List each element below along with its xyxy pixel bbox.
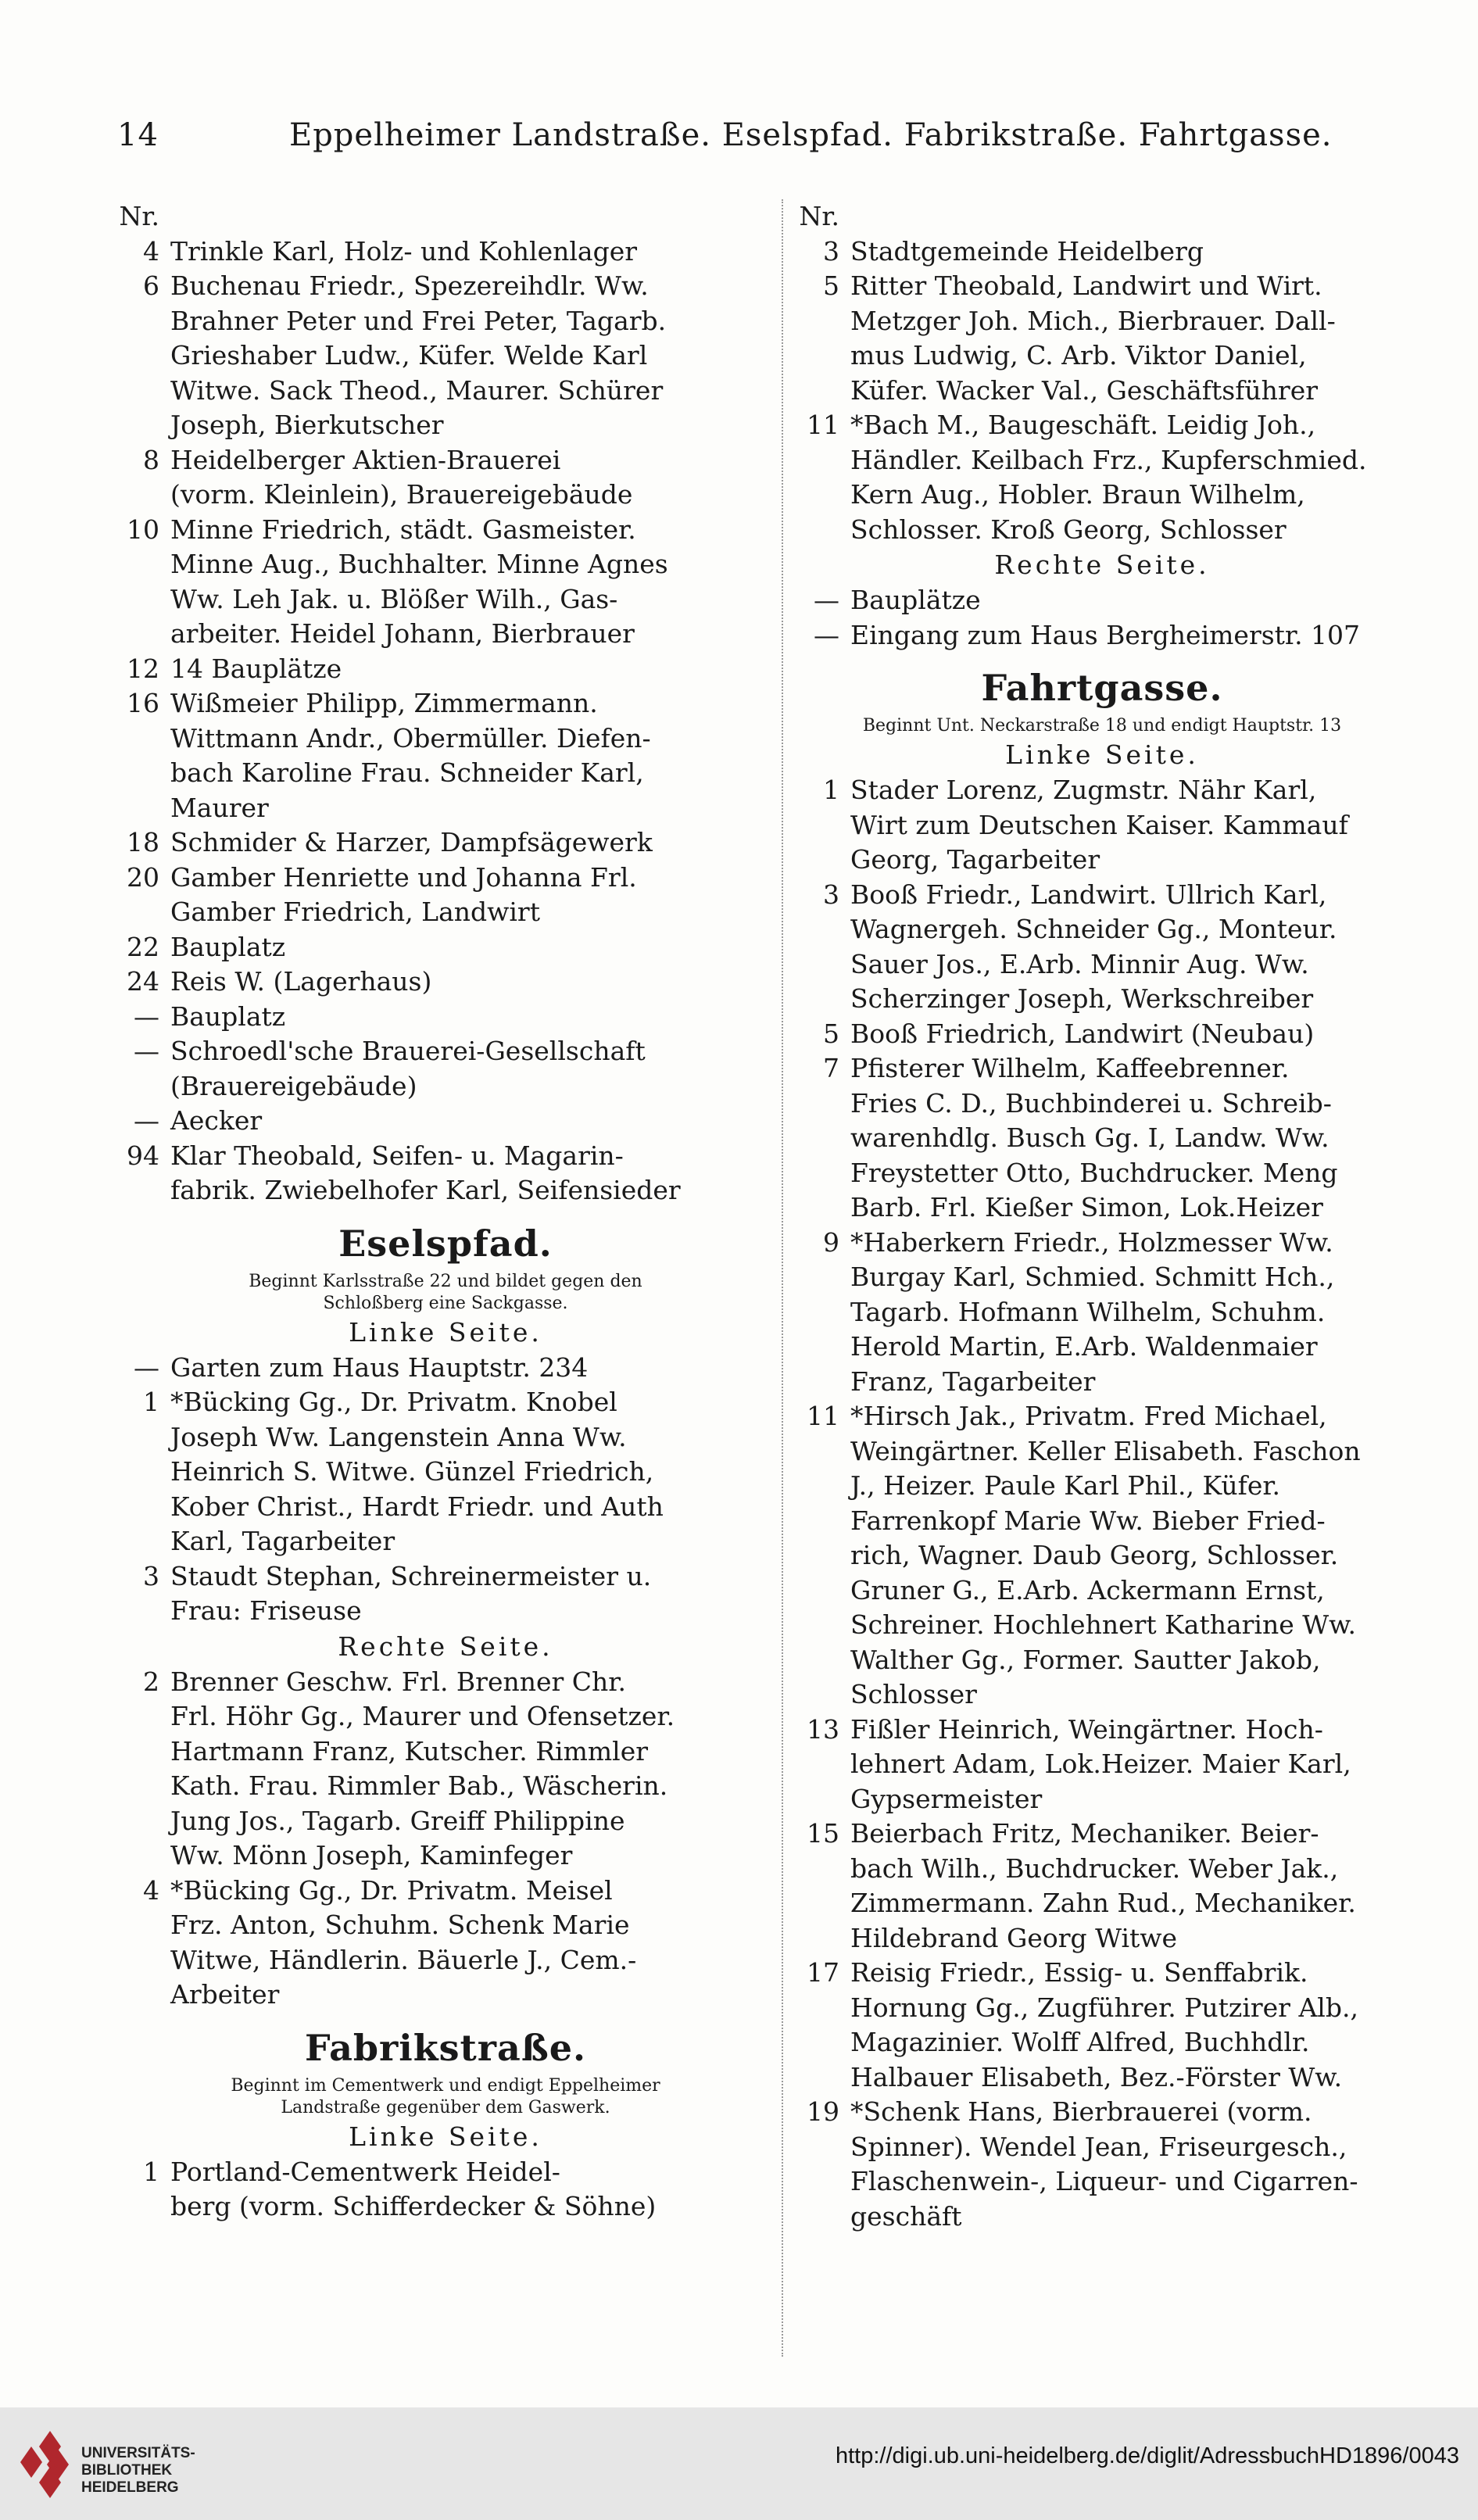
house-number: — <box>134 1000 159 1032</box>
entry-text: Frl. Höhr Gg., Maurer und Ofensetzer. <box>170 1701 675 1731</box>
directory-entry-line <box>782 304 1423 339</box>
library-name-line: HEIDELBERG <box>81 2479 179 2496</box>
entry-text: Burgay Karl, Schmied. Schmitt Hch., <box>850 1262 1335 1292</box>
directory-entry-line <box>782 1956 1423 1991</box>
directory-entry-line <box>102 269 789 304</box>
directory-entry-line <box>782 1156 1423 1191</box>
entry-text: 14 Bauplätze <box>170 653 342 684</box>
entry-text: Portland-Cementwerk Heidel- <box>170 2156 560 2187</box>
house-number: 5 <box>823 1018 839 1049</box>
entry-text: Witwe. Sack Theod., Maurer. Schürer <box>170 374 664 406</box>
directory-entry-line <box>782 1469 1423 1504</box>
directory-entry-line <box>102 617 789 652</box>
directory-entry-line <box>102 756 789 791</box>
house-number: 5 <box>823 270 839 301</box>
directory-entry-line <box>782 269 1423 304</box>
entry-text: Fries C. D., Buchbinderei u. Schreib- <box>850 1087 1332 1119</box>
directory-entry-line <box>782 199 1423 234</box>
directory-entry-line <box>102 1734 789 1770</box>
entry-text: Karl, Tagarbeiter <box>170 1526 395 1556</box>
directory-entry-line <box>782 982 1423 1017</box>
entry-text: bach Karoline Frau. Schneider Karl, <box>170 757 644 788</box>
entry-text: Gamber Henriette und Johanna Frl. <box>170 861 637 893</box>
entry-text: rich, Wagner. Daub Georg, Schlosser. <box>850 1540 1339 1570</box>
directory-entry-line <box>782 1886 1423 1921</box>
entry-text: *Hirsch Jak., Privatm. Fred Michael, <box>850 1401 1327 1431</box>
directory-entry-line <box>782 1121 1423 1156</box>
directory-entry-line <box>102 1559 789 1595</box>
directory-entry-line <box>102 513 789 548</box>
entry-text: Schroedl'sche Brauerei-Gesellschaft <box>170 1036 646 1066</box>
house-number: 9 <box>823 1226 839 1258</box>
directory-entry-line <box>782 1017 1423 1052</box>
entry-text: Bauplätze <box>850 585 981 615</box>
house-number: 15 <box>807 1818 839 1849</box>
house-number: 20 <box>127 861 159 893</box>
entry-text: Frz. Anton, Schuhm. Schenk Marie <box>170 1910 630 1940</box>
directory-entry-line <box>102 861 789 896</box>
library-logo[interactable] <box>16 2431 219 2498</box>
street-side-label: Linke Seite. <box>349 2121 542 2152</box>
directory-entry-line <box>782 1399 1423 1434</box>
directory-entry-line <box>782 374 1423 409</box>
house-number: 18 <box>127 827 159 857</box>
directory-entry-line <box>782 1991 1423 2026</box>
entry-text: Arbeiter <box>170 1979 280 2010</box>
entry-text: Walther Gg., Former. Sautter Jakob, <box>850 1644 1321 1675</box>
entry-text: Händler. Keilbach Frz., Kupferschmied. <box>850 444 1367 475</box>
directory-entry-line <box>782 2025 1423 2060</box>
directory-entry-line <box>102 443 789 478</box>
house-number: 3 <box>823 879 839 910</box>
directory-entry-line <box>102 1978 789 2013</box>
directory-entry-line <box>782 878 1423 913</box>
entry-text: Stadtgemeinde Heidelberg <box>850 235 1204 267</box>
entry-text: Hornung Gg., Zugführer. Putzirer Alb., <box>850 1992 1358 2023</box>
entry-text: Schmider & Harzer, Dampfsägewerk <box>170 827 653 857</box>
viewer-footer <box>0 2407 1478 2520</box>
directory-entry-line <box>782 2060 1423 2096</box>
entry-text: Booß Friedrich, Landwirt (Neubau) <box>850 1018 1315 1049</box>
directory-entry-line <box>102 721 789 757</box>
directory-entry-line <box>782 1051 1423 1086</box>
library-name-line: BIBLIOTHEK <box>81 2462 173 2479</box>
entry-text: Ww. Leh Jak. u. Blößer Wilh., Gas- <box>170 583 618 614</box>
entry-text: (vorm. Kleinlein), Brauereigebäude <box>170 479 633 510</box>
entry-text: Booß Friedr., Landwirt. Ullrich Karl, <box>850 879 1327 910</box>
entry-text: Kern Aug., Hobler. Braun Wilhelm, <box>850 479 1305 510</box>
directory-entry-line <box>782 2164 1423 2200</box>
house-number: 22 <box>127 931 159 962</box>
street-side-label: Rechte Seite. <box>994 549 1210 580</box>
directory-entry-line <box>782 1608 1423 1643</box>
directory-entry-line <box>782 1713 1423 1748</box>
entry-text: Witwe, Händlerin. Bäuerle J., Cem.- <box>170 1944 637 1975</box>
house-number: 16 <box>127 688 159 718</box>
entry-text: mus Ludwig, C. Arb. Viktor Daniel, <box>850 340 1307 370</box>
house-number: 10 <box>127 514 159 545</box>
directory-entry-line <box>782 618 1423 653</box>
house-number: — <box>134 1036 159 1066</box>
street-title: Fabrikstraße. <box>304 2026 587 2069</box>
entry-text: Eingang zum Haus Bergheimerstr. 107 <box>850 619 1361 650</box>
directory-entry-line <box>102 965 789 1000</box>
entry-text: Herold Martin, E.Arb. Waldenmaier <box>850 1331 1318 1362</box>
directory-entry-line <box>102 1699 789 1734</box>
entry-text: J., Heizer. Paule Karl Phil., Küfer. <box>850 1470 1281 1501</box>
entry-text: Gamber Friedrich, Landwirt <box>170 897 540 927</box>
directory-entry-line <box>102 1943 789 1978</box>
entry-text: Frau: Friseuse <box>170 1595 362 1626</box>
entry-text: Wagnergeh. Schneider Gg., Monteur. <box>850 914 1337 944</box>
entry-text: Spinner). Wendel Jean, Friseurgesch., <box>850 2131 1347 2162</box>
directory-entry-line <box>782 1365 1423 1400</box>
directory-entry-line <box>782 1190 1423 1226</box>
entry-text: Barb. Frl. Kießer Simon, Lok.Heizer <box>850 1192 1323 1222</box>
page-header <box>117 117 1368 172</box>
entry-text: Klar Theobald, Seifen- u. Magarin- <box>170 1140 624 1171</box>
left-column <box>102 199 789 2225</box>
directory-entry-line <box>102 1455 789 1490</box>
street-description: Schloßberg eine Sackgasse. <box>323 1293 568 1313</box>
directory-entry-line <box>102 1838 789 1874</box>
entry-text: Hartmann Franz, Kutscher. Rimmler <box>170 1735 649 1767</box>
directory-entry-line <box>102 1000 789 1035</box>
directory-entry-line <box>782 912 1423 947</box>
directory-entry-line <box>782 1747 1423 1782</box>
directory-entry-line <box>102 1104 789 1139</box>
source-url[interactable]: http://digi.ub.uni-heidelberg.de/diglit/AdressbuchHD1896/0043 <box>835 2443 1459 2468</box>
entry-text: Kath. Frau. Rimmler Bab., Wäscherin. <box>170 1770 668 1801</box>
directory-entry-line <box>782 234 1423 270</box>
entry-text: Wißmeier Philipp, Zimmermann. <box>170 688 598 718</box>
library-name-line: UNIVERSITÄTS- <box>81 2445 195 2461</box>
directory-entry-line <box>782 843 1423 878</box>
entry-text: warenhdlg. Busch Gg. I, Landw. Ww. <box>850 1122 1329 1153</box>
directory-entry-line <box>102 234 789 270</box>
running-head: Eppelheimer Landstraße. Eselspfad. Fabrikstraße. Fahrtgasse. <box>289 117 1333 153</box>
directory-entry-line <box>782 773 1423 808</box>
directory-entry-line <box>102 1908 789 1943</box>
entry-text: Tagarb. Hofmann Wilhelm, Schuhm. <box>850 1296 1326 1327</box>
entry-text: Freystetter Otto, Buchdrucker. Meng <box>850 1157 1338 1188</box>
directory-entry-line <box>102 1069 789 1104</box>
entry-text: *Schenk Hans, Bierbrauerei (vorm. <box>850 2096 1312 2127</box>
library-logo-icon <box>16 2431 70 2498</box>
directory-entry-line <box>102 304 789 339</box>
directory-entry-line <box>102 547 789 582</box>
directory-entry-line <box>102 1034 789 1069</box>
house-number: 11 <box>807 410 839 440</box>
entry-text: Georg, Tagarbeiter <box>850 844 1100 875</box>
entry-text: berg (vorm. Schifferdecker & Söhne) <box>170 2191 657 2221</box>
directory-entry-line <box>102 338 789 374</box>
entry-text: Kober Christ., Hardt Friedr. und Auth <box>170 1491 664 1522</box>
entry-text: Wirt zum Deutschen Kaiser. Kammauf <box>850 809 1348 840</box>
directory-entry-line <box>782 1643 1423 1678</box>
street-side-label: Linke Seite. <box>349 1316 542 1348</box>
directory-entry-line <box>782 2130 1423 2165</box>
directory-entry-line <box>782 443 1423 478</box>
house-number: 6 <box>143 270 159 301</box>
directory-entry-line <box>782 1504 1423 1539</box>
house-number: 4 <box>143 1874 159 1906</box>
directory-entry-line <box>102 791 789 826</box>
directory-entry-line <box>782 1226 1423 1261</box>
directory-entry-line <box>102 478 789 513</box>
house-number: 24 <box>127 966 159 997</box>
house-number: 19 <box>807 2096 839 2127</box>
street-description: Landstraße gegenüber dem Gaswerk. <box>281 2097 610 2117</box>
entry-text: arbeiter. Heidel Johann, Bierbrauer <box>170 618 635 649</box>
directory-entry-line <box>782 1782 1423 1817</box>
directory-entry-line <box>782 1817 1423 1852</box>
entry-text: Gruner G., E.Arb. Ackermann Ernst, <box>850 1574 1325 1605</box>
house-number: — <box>814 585 839 615</box>
entry-text: Joseph Ww. Langenstein Anna Ww. <box>170 1421 627 1452</box>
house-number: 11 <box>807 1401 839 1431</box>
entry-text: *Bücking Gg., Dr. Privatm. Meisel <box>170 1874 613 1906</box>
entry-text: (Brauereigebäude) <box>170 1070 417 1101</box>
entry-text: Staudt Stephan, Schreinermeister u. <box>170 1560 652 1591</box>
house-number: — <box>134 1351 159 1383</box>
page-number: 14 <box>117 117 159 153</box>
directory-entry-line <box>102 1594 789 1629</box>
street-side-label: Linke Seite. <box>1005 739 1199 770</box>
entry-text: Ritter Theobald, Landwirt und Wirt. <box>850 270 1322 301</box>
entry-text: Heidelberger Aktien-Brauerei <box>170 444 561 475</box>
house-number: — <box>814 619 839 650</box>
right-column <box>782 199 1423 2234</box>
directory-entry-line <box>102 1804 789 1839</box>
entry-text: Schlosser <box>850 1679 977 1709</box>
house-number: 1 <box>143 1387 159 1417</box>
directory-entry-line <box>782 478 1423 513</box>
street-description: Beginnt Karlsstraße 22 und bildet gegen den <box>249 1271 642 1291</box>
street-title: Eselspfad. <box>338 1222 553 1265</box>
house-number: 17 <box>807 1957 839 1988</box>
street-side-label: Rechte Seite. <box>338 1630 553 1662</box>
directory-entry-line <box>102 1874 789 1909</box>
directory-entry-line <box>782 1852 1423 1887</box>
directory-entry-line <box>102 1524 789 1559</box>
house-number: 2 <box>143 1666 159 1697</box>
entry-text: Fißler Heinrich, Weingärtner. Hoch- <box>850 1713 1323 1745</box>
library-name <box>81 2445 195 2497</box>
entry-text: Farrenkopf Marie Ww. Bieber Fried- <box>850 1505 1326 1536</box>
entry-text: Joseph, Bierkutscher <box>170 410 444 440</box>
entry-text: Flaschenwein-, Liqueur- und Cigarren- <box>850 2166 1358 2196</box>
directory-entry-line <box>782 583 1423 618</box>
entry-text: Pfisterer Wilhelm, Kaffeebrenner. <box>850 1053 1290 1083</box>
directory-entry-line <box>102 374 789 409</box>
house-number: 13 <box>807 1713 839 1745</box>
house-number: 4 <box>143 235 159 267</box>
directory-entry-line <box>102 652 789 687</box>
directory-entry-line <box>782 1086 1423 1122</box>
house-number: — <box>134 1105 159 1136</box>
directory-entry-line <box>782 808 1423 843</box>
entry-text: Brenner Geschw. Frl. Brenner Chr. <box>170 1666 626 1697</box>
entry-text: Weingärtner. Keller Elisabeth. Faschon <box>850 1435 1361 1466</box>
entry-text: *Bücking Gg., Dr. Privatm. Knobel <box>170 1387 617 1417</box>
entry-text: Trinkle Karl, Holz- und Kohlenlager <box>170 235 638 267</box>
street-description: Beginnt Unt. Neckarstraße 18 und endigt Hauptstr. 13 <box>862 716 1342 736</box>
directory-entry-line <box>782 947 1423 983</box>
entry-text: Aecker <box>170 1105 263 1136</box>
entry-text: bach Wilh., Buchdrucker. Weber Jak., <box>850 1852 1339 1884</box>
entry-text: Hildebrand Georg Witwe <box>850 1922 1178 1953</box>
house-number: 1 <box>823 775 839 805</box>
entry-text: Minne Friedrich, städt. Gasmeister. <box>170 514 636 545</box>
house-number: Nr. <box>799 201 839 231</box>
directory-entry-line <box>102 2155 789 2190</box>
house-number: 12 <box>127 653 159 684</box>
entry-text: Metzger Joh. Mich., Bierbrauer. Dall- <box>850 305 1336 336</box>
entry-text: Gypsermeister <box>850 1783 1043 1814</box>
directory-entry-line <box>102 582 789 617</box>
entry-text: Magazinier. Wolff Alfred, Buchhdlr. <box>850 2027 1310 2057</box>
entry-text: Heinrich S. Witwe. Günzel Friedrich, <box>170 1456 654 1487</box>
entry-text: Grieshaber Ludw., Küfer. Welde Karl <box>170 340 648 370</box>
directory-entry-line <box>782 513 1423 548</box>
entry-text: Franz, Tagarbeiter <box>850 1366 1096 1397</box>
entry-text: Schlosser. Kroß Georg, Schlosser <box>850 514 1287 545</box>
directory-entry-line <box>782 1573 1423 1609</box>
street-description: Beginnt im Cementwerk und endigt Eppelheimer <box>231 2075 660 2096</box>
directory-entry-line <box>102 408 789 443</box>
entry-text: *Bach M., Baugeschäft. Leidig Joh., <box>850 410 1316 440</box>
entry-text: fabrik. Zwiebelhofer Karl, Seifensieder <box>170 1175 681 1205</box>
directory-entry-line <box>782 338 1423 374</box>
entry-text: Bauplatz <box>170 1000 286 1032</box>
entry-text: Beierbach Fritz, Mechaniker. Beier- <box>850 1818 1319 1849</box>
entry-text: Halbauer Elisabeth, Bez.-Förster Ww. <box>850 2061 1343 2092</box>
entry-text: Wittmann Andr., Obermüller. Diefen- <box>170 722 651 753</box>
directory-entry-line <box>102 1665 789 1700</box>
entry-text: Reis W. (Lagerhaus) <box>170 966 432 997</box>
directory-entry-line <box>102 199 789 234</box>
directory-entry-line <box>102 930 789 965</box>
entry-text: geschäft <box>850 2200 962 2232</box>
entry-text: Buchenau Friedr., Spezereihdlr. Ww. <box>170 270 649 301</box>
directory-entry-line <box>102 1139 789 1174</box>
directory-entry-line <box>102 1351 789 1386</box>
directory-entry-line <box>102 1769 789 1804</box>
directory-entry-line <box>782 2200 1423 2235</box>
directory-entry-line <box>782 1260 1423 1295</box>
entry-text: Brahner Peter und Frei Peter, Tagarb. <box>170 305 667 336</box>
directory-entry-line <box>102 2189 789 2225</box>
entry-text: Minne Aug., Buchhalter. Minne Agnes <box>170 549 668 579</box>
house-number: 8 <box>143 444 159 475</box>
entry-text: Bauplatz <box>170 931 286 962</box>
entry-text: Scherzinger Joseph, Werkschreiber <box>850 983 1314 1014</box>
entry-text: Schreiner. Hochlehnert Katharine Ww. <box>850 1609 1356 1640</box>
entry-text: Stader Lorenz, Zugmstr. Nähr Karl, <box>850 775 1317 805</box>
entry-text: Ww. Mönn Joseph, Kaminfeger <box>170 1840 573 1870</box>
house-number: Nr. <box>119 201 159 231</box>
directory-entry-line <box>782 1330 1423 1365</box>
directory-entry-line <box>782 2095 1423 2130</box>
directory-entry-line <box>102 1420 789 1455</box>
directory-entry-line <box>782 1538 1423 1573</box>
entry-text: Garten zum Haus Hauptstr. 234 <box>170 1351 589 1383</box>
entry-text: *Haberkern Friedr., Holzmesser Ww. <box>850 1226 1333 1258</box>
house-number: 7 <box>823 1053 839 1083</box>
directory-entry-line <box>102 686 789 721</box>
house-number: 94 <box>127 1140 159 1171</box>
house-number: 3 <box>823 235 839 267</box>
directory-entry-line <box>102 895 789 930</box>
directory-entry-line <box>782 1677 1423 1713</box>
entry-text: Küfer. Wacker Val., Geschäftsführer <box>850 374 1318 406</box>
entry-text: Sauer Jos., E.Arb. Minnir Aug. Ww. <box>850 948 1309 979</box>
house-number: 3 <box>143 1560 159 1591</box>
directory-entry-line <box>102 1173 789 1208</box>
street-title: Fahrtgasse. <box>981 667 1223 709</box>
directory-entry-line <box>782 1921 1423 1956</box>
directory-entry-line <box>782 408 1423 443</box>
entry-text: Jung Jos., Tagarb. Greiff Philippine <box>170 1805 625 1836</box>
entry-text: Zimmermann. Zahn Rud., Mechaniker. <box>850 1888 1356 1918</box>
directory-entry-line <box>102 825 789 861</box>
entry-text: Maurer <box>170 792 269 823</box>
directory-entry-line <box>782 1434 1423 1469</box>
directory-entry-line <box>102 1490 789 1525</box>
house-number: 1 <box>143 2156 159 2187</box>
directory-entry-line <box>102 1385 789 1420</box>
directory-entry-line <box>782 1295 1423 1330</box>
entry-text: Reisig Friedr., Essig- u. Senffabrik. <box>850 1957 1308 1988</box>
entry-text: lehnert Adam, Lok.Heizer. Maier Karl, <box>850 1749 1351 1779</box>
